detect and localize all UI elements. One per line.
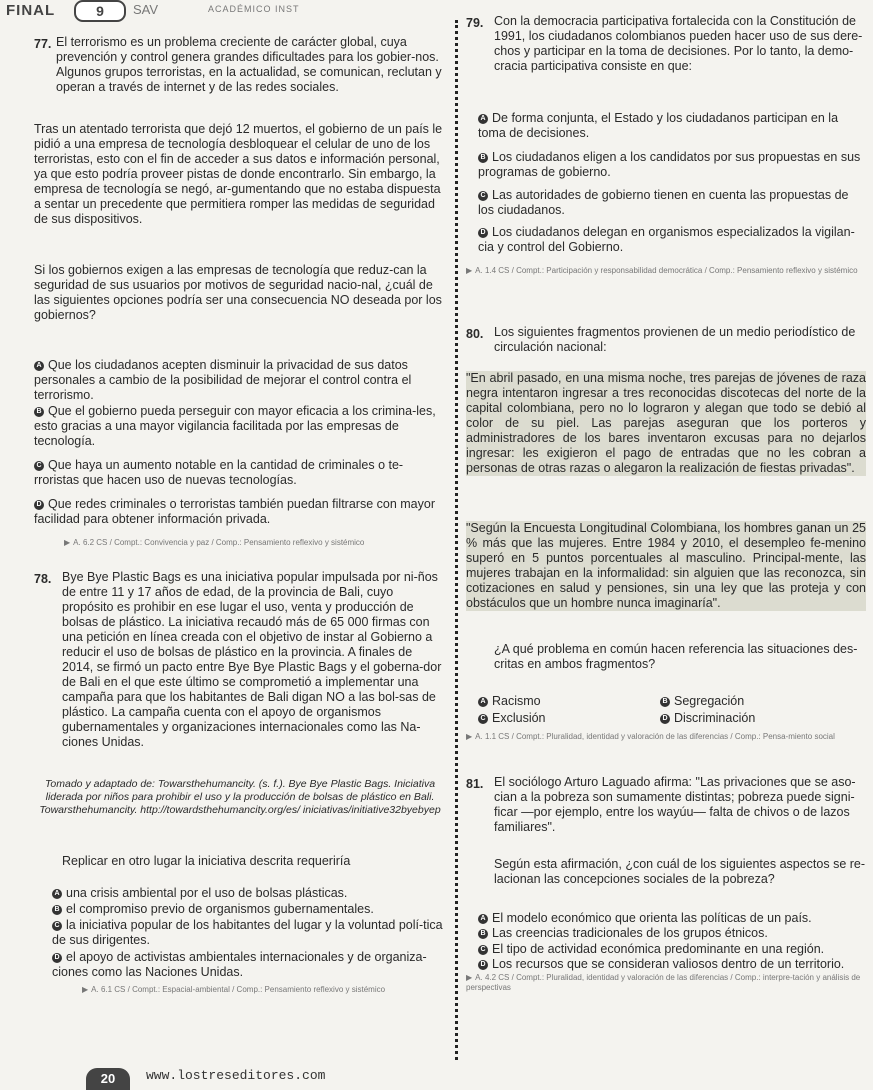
q78-text: Bye Bye Plastic Bags es una iniciativa popular impulsada por ni-ños de entre 11 y 17 años de edad, de la provincia de Bali, cuyo propósito es prohibir en ese lugar el uso, venta y producción de bolsas de plástico. La iniciativa recaudó más de 65 000 firmas con una petición en línea creada con el objetivo de instar al Gobierno a reducir el uso de bolsas de plástico en la provincia. A finales de 2014, se firmó un pacto entre Bye Bye Plastic Bags y el goberna-dor de Bali en el que este último se comprometió a implementar una campaña para que los habitantes de Bali digan NO a las bol-sas de plástico. La campaña cuenta con el apoyo de organismos gubernamentales y organizaciones internacionales como las Na-ciones Unidas. <box>62 570 442 749</box>
option-a-icon: A <box>52 889 62 899</box>
q80-number: 80. <box>466 327 484 341</box>
q81-option-b[interactable]: B Las creencias tradicionales de los grupos étnicos. <box>478 926 866 941</box>
q79-number: 79. <box>466 16 484 30</box>
q80-reference: ▶ A. 1.1 CS / Compt.: Pluralidad, identidad y valoración de las diferencias / Comp.: Pensa-miento social <box>466 732 835 741</box>
option-d-icon: D <box>478 960 488 970</box>
q78-source: Tomado y adaptado de: Towarsthehumancity. (s. f.). Bye Bye Plastic Bags. Iniciativa liderada por niños para prohibir el uso y la producción de bolsas de plástico en Bali. Towarsthehumancity. http://towardsthehumancity.org/es/ iniciativas/initiative32byebyep <box>39 778 441 816</box>
q79-option-a[interactable]: A De forma conjunta, el Estado y los ciudadanos participan en la toma de decisiones. <box>478 111 839 140</box>
option-b-icon: B <box>34 407 44 417</box>
q81-reference: ▶ A. 4.2 CS / Compt.: Pluralidad, identidad y valoración de las diferencias / Comp.: interpre-tación y análisis de perspectivas <box>466 973 861 992</box>
q78-question: Replicar en otro lugar la iniciativa descrita requeriría <box>62 854 351 868</box>
footer-url[interactable]: www.lostreseditores.com <box>146 1068 326 1083</box>
q77-option-a[interactable]: A Que los ciudadanos acepten disminuir la privacidad de sus datos personales a cambio de la posibilidad de mejorar el control contra el terrorismo. <box>34 358 412 402</box>
q80-option-b[interactable]: B Segregación <box>660 694 860 709</box>
q77-number: 77. <box>34 37 52 51</box>
option-a-icon: A <box>34 361 44 371</box>
q79-option-d[interactable]: D Los ciudadanos delegan en organismos especializados la vigilan-cia y control del Gobierno. <box>478 225 855 254</box>
q77-reference: ▶ A. 6.2 CS / Compt.: Convivencia y paz / Comp.: Pensamiento reflexivo y sistémico <box>64 538 365 547</box>
q80-fragment-2: "Según la Encuesta Longitudinal Colombiana, los hombres ganan un 25 % más que las mujeres. Entre 1984 y 2010, el desempleo fe-menino superó en 5 puntos porcentuales al masculino. Principal-mente, las mujeres trabajan en la informalidad: sin alguien que las reconozca, sin cotizaciones en salud y pensiones, sin una ley que las proteja y con obstáculos que un hombre nunca imaginaría". <box>466 521 866 610</box>
option-c-icon: C <box>34 461 44 471</box>
header-brand: SAV <box>133 2 159 17</box>
option-b-icon: B <box>52 905 62 915</box>
option-d-icon: D <box>52 953 62 963</box>
q78-reference: ▶ A. 6.1 CS / Compt.: Espacial-ambiental / Comp.: Pensamiento reflexivo y sistémico <box>82 985 386 994</box>
option-a-icon: A <box>478 114 488 124</box>
chevron-right-icon: ▶ <box>466 266 473 275</box>
q79-reference: ▶ A. 1.4 CS / Compt.: Participación y responsabilidad democrática / Comp.: Pensamiento reflexivo y sistémico <box>466 266 858 275</box>
q77-intro: El terrorismo es un problema creciente de carácter global, cuya prevención y control genera grandes dificultades para los gobier-nos. Algunos grupos terroristas, en la actualidad, se comunican, reclutan y operan a través de internet y de las redes sociales. <box>56 35 442 94</box>
q78-number: 78. <box>34 572 52 586</box>
chevron-right-icon: ▶ <box>82 985 89 994</box>
q80-option-c[interactable]: C Exclusión <box>478 711 658 726</box>
option-c-icon: C <box>478 945 488 955</box>
q81-question: Según esta afirmación, ¿con cuál de los siguientes aspectos se re-lacionan las concepciones sociales de la pobreza? <box>494 857 866 886</box>
option-c-icon: C <box>478 191 488 201</box>
option-a-icon: A <box>478 914 488 924</box>
q80-fragment-1: "En abril pasado, en una misma noche, tres parejas de jóvenes de raza negra intentaron ingresar a tres reconocidas discotecas del norte de la capital colombiana, pero no lo lograron y alegan que todo se debió al color de su piel. Las parejas aseguran que los porteros y administradores de los bares inventaron excusas para no dejarlos ingresar: les exigieron el pago de entradas que no les cobran a personas de otras razas o alegaron la realización de fiestas privadas". <box>466 371 866 475</box>
option-d-icon: D <box>660 714 670 724</box>
option-c-icon: C <box>478 714 488 724</box>
option-c-icon: C <box>52 921 62 931</box>
q81-text: El sociólogo Arturo Laguado afirma: "Las privaciones que se aso-cian a la pobreza son sumamente distintas; pobreza puede signi-ficar —por ejemplo, entre los wayúu— falta de chivos o de lazos familiares". <box>494 775 856 834</box>
q78-option-d[interactable]: D el apoyo de activistas ambientales internacionales y de organiza-ciones como las Naciones Unidas. <box>52 950 427 979</box>
page-number: 20 <box>86 1068 130 1090</box>
q77-paragraph-2: Tras un atentado terrorista que dejó 12 muertos, el gobierno de un país le pidió a una empresa de tecnología desbloquear el celular de uno de los terroristas, esto con el fin de acceder a sus datos e información personal, ya que esto podría proveer pistas de donde encontrarlo. Sin embargo, la empresa de tecnología se negó, ar-gumentando que no estaba dispuesta a sentar un precedente que permitiera romper las medidas de seguridad de sus dispositivos. <box>34 122 443 226</box>
q78-option-b[interactable]: B el compromiso previo de organismos gubernamentales. <box>52 902 446 917</box>
q77-option-c[interactable]: C Que haya un aumento notable en la cantidad de criminales o te-rroristas que hacen uso de nuevas tecnologías. <box>34 458 404 487</box>
q79-text: Con la democracia participativa fortalecida con la Constitución de 1991, los ciudadanos colombianos pueden hacer uso de sus dere-chos y participar en la toma de decisiones. Por lo tanto, la demo-cracia participativa consiste en que: <box>494 14 863 73</box>
option-d-icon: D <box>478 228 488 238</box>
option-b-icon: B <box>660 697 670 707</box>
q77-option-d[interactable]: D Que redes criminales o terroristas también puedan filtrarse con mayor facilidad para obtener información privada. <box>34 497 435 526</box>
q78-option-c[interactable]: C la iniciativa popular de los habitantes del lugar y la voluntad polí-tica de sus dirigentes. <box>52 918 443 947</box>
header-brand-sub: ACADÉMICO INST <box>208 4 300 14</box>
header-final-label: FINAL <box>6 2 56 19</box>
column-divider <box>455 20 458 1060</box>
q81-option-c[interactable]: C El tipo de actividad económica predominante en una región. <box>478 942 866 957</box>
q80-option-d[interactable]: D Discriminación <box>660 711 860 726</box>
chevron-right-icon: ▶ <box>64 538 71 547</box>
q78-option-a[interactable]: A una crisis ambiental por el uso de bolsas plásticas. <box>52 886 446 901</box>
q80-text: Los siguientes fragmentos provienen de un medio periodístico de circulación nacional: <box>494 325 856 354</box>
q79-option-b[interactable]: B Los ciudadanos eligen a los candidatos por sus propuestas en sus programas de gobierno. <box>478 150 861 179</box>
q80-question: ¿A qué problema en común hacen referencia las situaciones des-critas en ambos fragmentos? <box>494 642 858 671</box>
option-b-icon: B <box>478 153 488 163</box>
chevron-right-icon: ▶ <box>466 973 473 982</box>
q79-option-c[interactable]: C Las autoridades de gobierno tienen en cuenta las propuestas de los ciudadanos. <box>478 188 849 217</box>
option-d-icon: D <box>34 500 44 510</box>
q77-option-b[interactable]: B Que el gobierno pueda perseguir con mayor eficacia a los crimina-les, esto gracias a una mayor vigilancia facilitada por las empresas de tecnología. <box>34 404 436 448</box>
chevron-right-icon: ▶ <box>466 732 473 741</box>
q81-option-d[interactable]: D Los recursos que se consideran valiosos dentro de un territorio. <box>478 957 866 972</box>
option-a-icon: A <box>478 697 488 707</box>
option-b-icon: B <box>478 929 488 939</box>
header-badge: 9 <box>74 0 126 22</box>
q77-paragraph-3: Si los gobiernos exigen a las empresas de tecnología que reduz-can la seguridad de sus usuarios por motivos de seguridad nacio-nal, ¿cuál de las siguientes opciones podría ser una consecuencia NO deseada por los gobiernos? <box>34 263 442 322</box>
q81-option-a[interactable]: A El modelo económico que orienta las políticas de un país. <box>478 911 866 926</box>
q81-number: 81. <box>466 777 484 791</box>
q80-option-a[interactable]: A Racismo <box>478 694 658 709</box>
